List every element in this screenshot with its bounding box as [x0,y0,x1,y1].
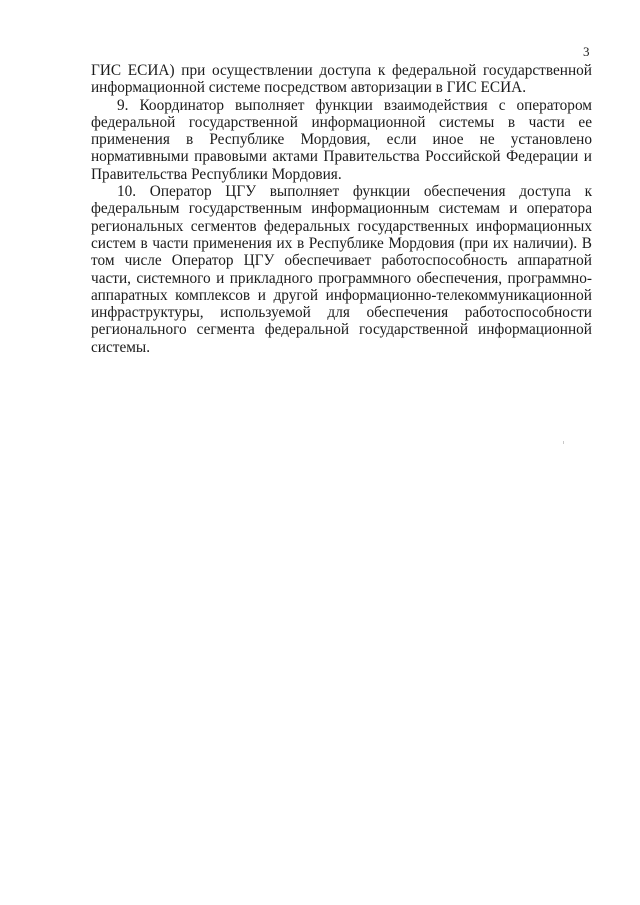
paragraph-10: 10. Оператор ЦГУ выполняет функции обеспечения доступа к федеральным государственным информационным системам и оператора региональных сегментов федеральных государственных информационных систем в части применения их в Республике Мордовия (при их наличии). В том числе Оператор ЦГУ обеспечивает работоспособность аппаратной части, системного и прикладного программного обеспечения, программно-аппаратных комплексов и другой информационно-телекоммуникационной инфраструктуры, используемой для обеспечения работоспособности регионального сегмента федеральной государственной информационной системы. [91,183,592,356]
scan-artifact [563,441,564,444]
paragraph-continuation: ГИС ЕСИА) при осуществлении доступа к федеральной государственной информационной системе посредством авторизации в ГИС ЕСИА. [91,62,592,97]
page-number: 3 [583,44,590,59]
document-body [91,62,592,356]
paragraph-9: 9. Координатор выполняет функции взаимодействия с оператором федеральной государственной информационной системы в части ее применения в Республике Мордовия, если иное не установлено нормативными правовыми актами Правительства Российской Федерации и Правительства Республики Мордовия. [91,96,592,183]
